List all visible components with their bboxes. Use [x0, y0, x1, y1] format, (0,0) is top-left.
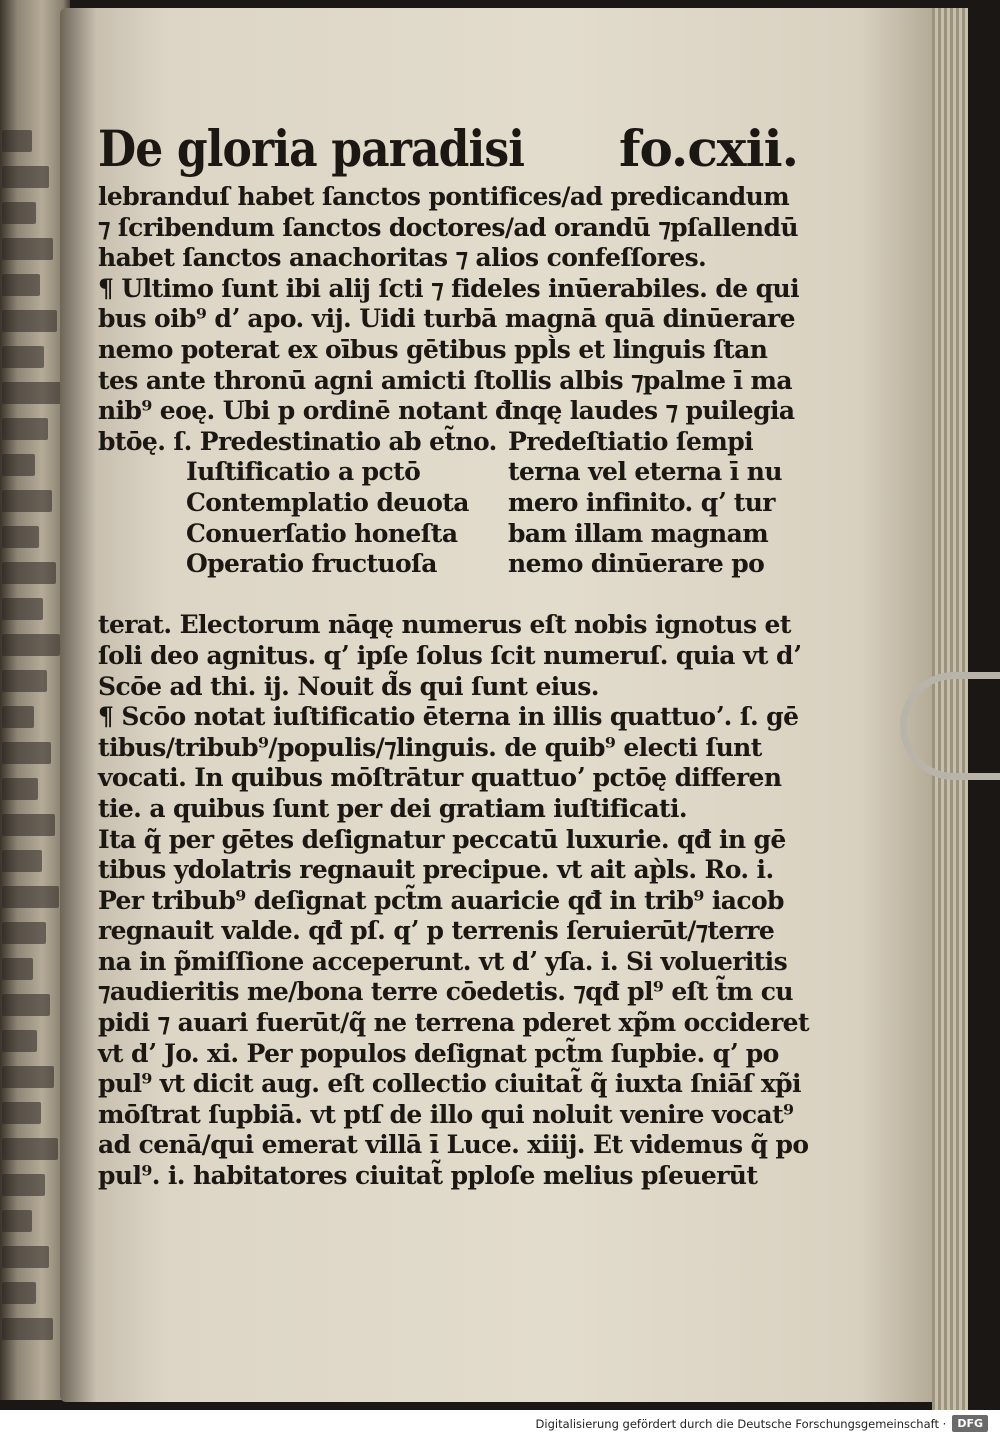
facing-text-fragment [2, 850, 42, 872]
text-line: ¶ Scōo notat iuſtificatio ēterna in illis quattuoʼ. ſ. gē [98, 702, 799, 732]
page-clip [900, 672, 1000, 780]
page-text [98, 116, 809, 1192]
page-heading: De gloria paradisi [98, 119, 525, 178]
text-line: tie. a quibus ſunt per dei gratiam iuſtificati. [98, 793, 688, 823]
text-line: ⁊ ſcribendum ſanctos doctores/ad orandū ⁊pſallendū [98, 212, 798, 242]
facing-text-fragment [2, 994, 50, 1016]
facing-text-fragment [2, 454, 35, 476]
text-line: terat. Electorum nāqę numerus eſt nobis ignotus et [98, 610, 791, 640]
facing-page-text-fragments [2, 130, 62, 1390]
facing-text-fragment [2, 958, 33, 980]
text-line: mero infinito. qʼ tur [508, 487, 775, 517]
facing-text-fragment [2, 310, 57, 332]
text-line: bus oib⁹ dʼ apo. vij. Uidi turbā magnā quā dinūerare [98, 304, 795, 334]
text-line: ¶ Ultimo ſunt ibi alij ſcti ⁊ fideles inūerabiles. de qui [98, 273, 799, 303]
facing-text-fragment [2, 1246, 49, 1268]
text-line: vt dʼ Jo. xi. Per populos deſignat pct̃m ſupbie. qʼ po [98, 1038, 779, 1068]
facing-text-fragment [2, 814, 55, 836]
facing-text-fragment [2, 634, 60, 656]
text-line: Scōe ad thi. ij. Nouit d̃s qui ſunt eius. [98, 671, 599, 701]
facing-text-fragment [2, 382, 61, 404]
facing-text-fragment [2, 238, 53, 260]
facing-text-fragment [2, 346, 44, 368]
facing-text-fragment [2, 1210, 32, 1232]
facing-text-fragment [2, 778, 38, 800]
facing-text-fragment [2, 562, 56, 584]
text-lines-top [98, 182, 798, 457]
text-line: pul⁹. i. habitatores ciuitat̃ pploſe melius pſeuerūt [98, 1161, 758, 1191]
facing-text-fragment [2, 490, 52, 512]
text-line: nemo dinūerare po [508, 549, 765, 579]
list-column-right [508, 427, 782, 611]
text-line: Conuerſatio honeſta [186, 518, 458, 548]
list-column-left [98, 457, 508, 610]
text-line: ad cenā/qui emerat villā ī Luce. xiiij. Et videmus q̃ po [98, 1130, 809, 1160]
text-line: vocati. In quibus mōſtrātur quattuoʼ pctōę differen [98, 763, 782, 793]
facing-text-fragment [2, 1318, 53, 1340]
text-line: lebranduſ habet ſanctos pontifices/ad predicandum [98, 182, 790, 211]
text-line: Iuſtificatio a pctō [186, 457, 421, 487]
funding-credit: Digitalisierung gefördert durch die Deutsche Forschungsgemeinschaft · [535, 1416, 947, 1431]
facing-text-fragment [2, 670, 47, 692]
text-lines-bottom [98, 610, 809, 1191]
text-line: tes ante thronū agni amicti ſtollis albis ⁊palme ī ma [98, 365, 792, 395]
text-line: ⁊audieritis me/bona terre cōedetis. ⁊qđ pl⁹ eſt t̃m cu [98, 977, 793, 1007]
facing-text-fragment [2, 202, 36, 224]
facing-text-fragment [2, 130, 32, 152]
text-line: Contemplatio deuota [186, 487, 469, 517]
text-line: Operatio fructuoſa [186, 549, 437, 579]
facing-text-fragment [2, 418, 48, 440]
text-line: terna vel eterna ī nu [508, 457, 782, 487]
facing-text-fragment [2, 922, 46, 944]
facing-text-fragment [2, 1066, 54, 1088]
facing-text-fragment [2, 526, 39, 548]
facing-text-fragment [2, 1102, 41, 1124]
running-head [98, 116, 798, 182]
text-line: Per tribub⁹ deſignat pct̃m auaricie qđ in trib⁹ iacob [98, 885, 784, 915]
facing-text-fragment [2, 706, 34, 728]
text-line: tibus/tribub⁹/populis/⁊linguis. de quib⁹ electi ſunt [98, 732, 762, 762]
facing-text-fragment [2, 598, 43, 620]
text-line: nemo poterat ex oībus gētibus ppl̀s et linguis ſtan [98, 334, 768, 364]
text-line: Predeſtiatio ſempi [508, 426, 753, 456]
text-line: habet ſanctos anachoritas ⁊ alios confeſſores. [98, 243, 707, 273]
text-line: pul⁹ vt dicit aug. eſt collectio ciuitat̃ q̃ iuxta ſniāſ xp̃i [98, 1069, 801, 1099]
facing-text-fragment [2, 886, 59, 908]
text-line: regnauit valde. qđ pſ. qʼ p terrenis ſeruierūt/⁊terre [98, 916, 775, 946]
text-line: btōę. ſ. Predestinatio ab et̃no. [98, 426, 497, 456]
facing-text-fragment [2, 1282, 36, 1304]
text-line: ſoli deo agnitus. qʼ ipſe ſolus ſcit numeruſ. quia vt dʼ [98, 640, 801, 670]
text-line: nib⁹ eoę. Ubi p ordinē notant đnqę laudes ⁊ puilegia [98, 396, 795, 426]
facing-text-fragment [2, 166, 49, 188]
dfg-logo: DFG [952, 1415, 988, 1432]
folio-number: fo.cxii. [618, 119, 798, 178]
footer-bar [0, 1410, 1000, 1437]
text-line: mōſtrat ſupbiā. vt ptſ de illo qui noluit venire vocat⁹ [98, 1099, 794, 1129]
text-line: Ita q̃ per gētes deſignatur peccatū luxurie. qđ in gē [98, 824, 786, 854]
text-line: pidi ⁊ auari fuerūt/q̃ ne terrena pderet xp̃m occideret [98, 1008, 809, 1038]
facing-text-fragment [2, 742, 51, 764]
text-line: na in p̃miſſione acceperunt. vt dʼ yſa. i. Si volueritis [98, 946, 788, 976]
text-line: tibus ydolatris regnauit precipue. vt ait ap̀ls. Ro. i. [98, 855, 774, 885]
facing-text-fragment [2, 274, 40, 296]
facing-text-fragment [2, 1030, 37, 1052]
facing-text-fragment [2, 1138, 58, 1160]
facing-text-fragment [2, 1174, 45, 1196]
text-line: bam illam magnam [508, 518, 769, 548]
